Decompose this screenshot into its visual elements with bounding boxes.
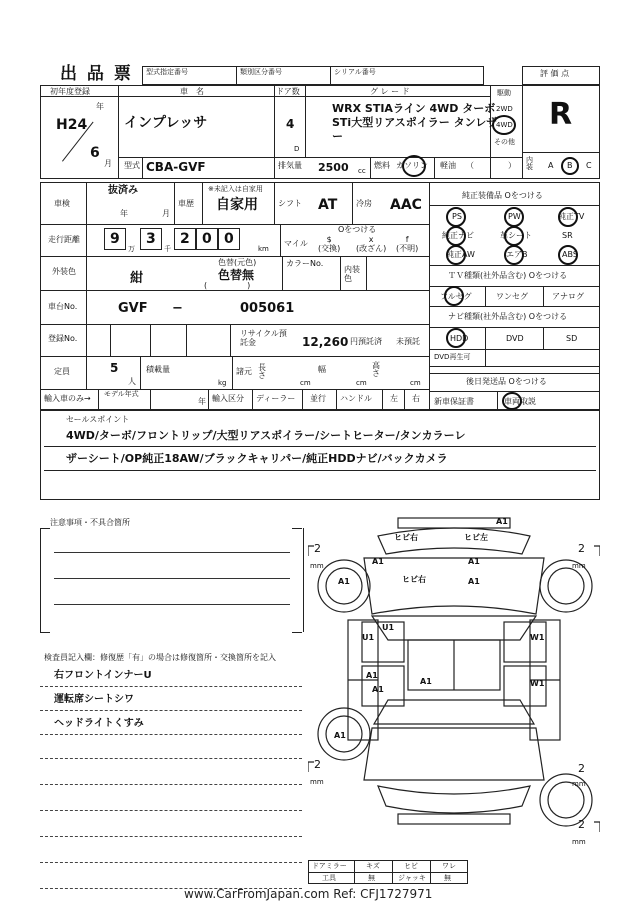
- svg-text:2: 2: [314, 542, 321, 555]
- ruibetsu-label: 類別区分番号: [240, 68, 282, 76]
- note-line-1: 右フロントインナーU: [54, 670, 152, 681]
- damage-w1-rear: W1: [530, 679, 545, 688]
- notes-bracket: [40, 528, 304, 632]
- svg-text:mm: mm: [310, 562, 324, 570]
- later-manual-circle: [502, 392, 522, 410]
- shift-value: AT: [318, 197, 338, 213]
- chassis-prefix: GVF: [118, 301, 148, 316]
- equip-nav-circle: [446, 226, 466, 246]
- chassis-number: 005061: [240, 301, 295, 316]
- svg-text:mm: mm: [572, 838, 586, 846]
- car-name: インプレッサ: [124, 115, 208, 131]
- damage-a1-windshield: A1: [468, 577, 480, 586]
- tv-fullseg-circle: [444, 286, 464, 306]
- damage-a1-roof: A1: [420, 677, 432, 686]
- history-value: 自家用: [216, 197, 258, 213]
- equip-ps-circle: [446, 207, 466, 227]
- sales-point-line-1: 4WD/ターボ/フロントリップ/大型リアスポイラー/シートヒーター/タンカラーレ: [66, 429, 466, 442]
- drive-4wd-circle: [492, 115, 516, 135]
- doors-value: 4: [286, 117, 295, 131]
- form-title: 出 品 票: [60, 64, 133, 84]
- svg-text:mm: mm: [572, 780, 586, 788]
- svg-text:2: 2: [578, 818, 585, 831]
- inspection-value: 抜済み: [108, 185, 138, 196]
- damage-u1-left: U1: [362, 633, 375, 642]
- fuel-gas-circle: [402, 155, 426, 177]
- drive-label: 駆動: [497, 89, 511, 97]
- grade-line-2: STi大型リアスポイラー タンレザ: [332, 116, 498, 129]
- damage-a1-hood-right: A1: [468, 557, 480, 566]
- equip-aw-circle: [446, 245, 466, 265]
- svg-text:mm: mm: [310, 778, 324, 786]
- svg-text:mm: mm: [572, 562, 586, 570]
- grade-line-3: ー: [332, 130, 343, 143]
- doors-label: ドア数: [276, 87, 300, 96]
- note-line-2: 運転席シートシワ: [54, 694, 134, 705]
- damage-a1-hood-left: A1: [372, 557, 384, 566]
- grade-line-1: WRX STIAライン 4WD ターボ: [332, 102, 496, 115]
- svg-text:2: 2: [578, 542, 585, 555]
- ac-value: AAC: [390, 197, 422, 213]
- capacity-value: 5: [110, 361, 119, 375]
- repaint-value: 色替無: [218, 268, 255, 282]
- damage-crack-right-1: ヒビ右: [394, 533, 418, 542]
- interior-b-circle: [561, 157, 579, 175]
- note-line-3: ヘッドライトくすみ: [54, 718, 144, 729]
- damage-a1-front-tire: A1: [338, 577, 350, 586]
- damage-a1-rear-tire: A1: [334, 731, 346, 740]
- sales-point-line-2: ザーシート/OP純正18AW/ブラックキャリパー/純正HDDナビ/バックカメラ: [66, 452, 448, 465]
- equip-abs-circle: [558, 245, 578, 265]
- damage-a1-front-bumper: A1: [496, 517, 508, 526]
- damage-w1-right: W1: [530, 633, 545, 642]
- serial-label: シリアル番号: [334, 68, 376, 76]
- first-reg-year: H24: [56, 117, 88, 133]
- exterior-color: 紺: [130, 271, 144, 286]
- damage-a1-door-2: A1: [372, 685, 384, 694]
- type-value: CBA-GVF: [146, 160, 206, 174]
- equip-tv-circle: [558, 207, 578, 227]
- damage-a1-door-1: A1: [366, 671, 378, 680]
- svg-text:2: 2: [314, 758, 321, 771]
- header-id-box: [142, 66, 484, 85]
- mileage-digits: 9 3 2 0 0: [104, 228, 254, 252]
- equip-airbag-circle: [504, 245, 524, 265]
- first-reg-month: 6: [90, 145, 100, 161]
- car-damage-diagram: [308, 510, 600, 880]
- first-reg-label: 初年度登録: [50, 87, 90, 96]
- grade-label: グ レ ー ド: [370, 87, 410, 96]
- equip-pw-circle: [504, 207, 524, 227]
- damage-crack-left: ヒビ左: [464, 533, 488, 542]
- hyoka-label: 評 価 点: [540, 69, 570, 78]
- svg-text:2: 2: [578, 762, 585, 775]
- damage-crack-right-2: ヒビ右: [402, 575, 426, 584]
- equipment-title: 純正装備品 Oをつける: [462, 191, 543, 200]
- displacement-value: 2500: [318, 161, 349, 174]
- equip-leather-circle: [504, 226, 524, 246]
- car-name-label: 車 名: [180, 87, 204, 96]
- evaluation-score: R: [549, 97, 573, 132]
- nav-hdd-circle: [446, 328, 466, 348]
- katashiki-label: 型式指定番号: [146, 68, 188, 76]
- damage-u1-top: U1: [382, 623, 395, 632]
- footer-ref: www.CarFromJapan.com Ref: CFJ1727971: [184, 887, 433, 901]
- recycle-value: 12,260: [302, 335, 349, 349]
